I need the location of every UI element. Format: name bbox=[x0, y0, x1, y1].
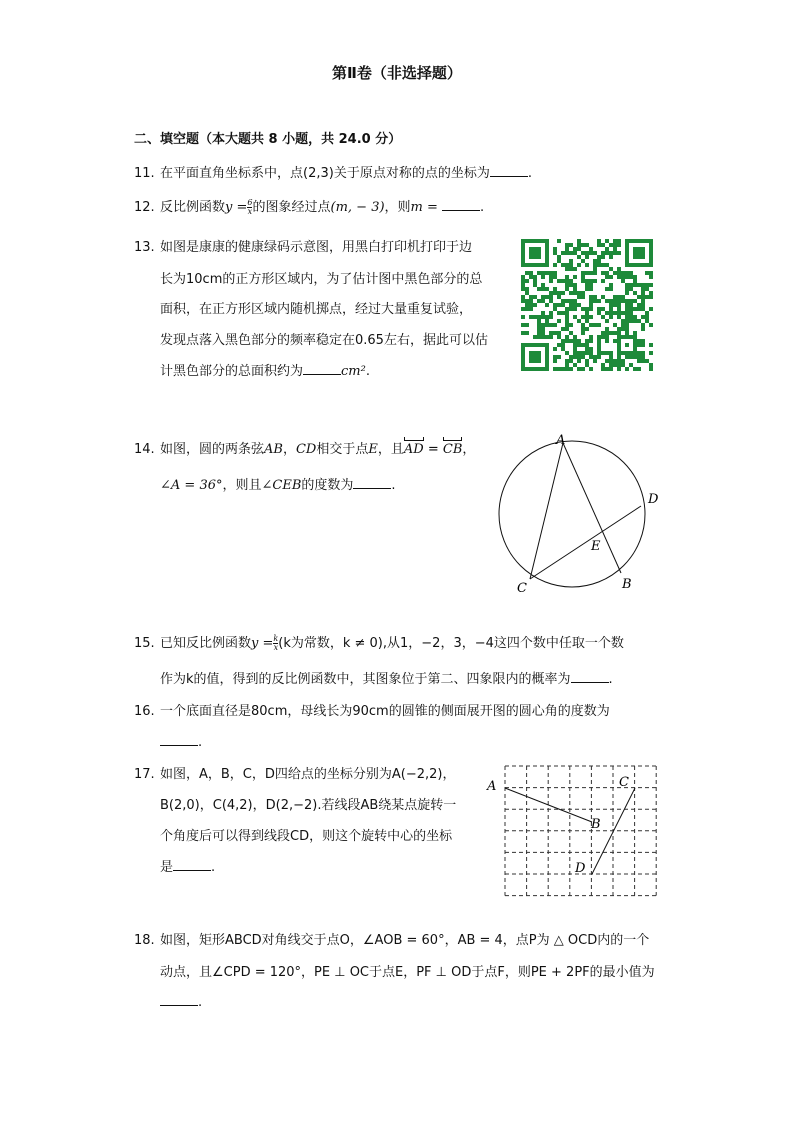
question-11: 11. 在平面直角坐标系中，点(2,3)关于原点对称的点的坐标为 . bbox=[134, 166, 532, 181]
question-number: 16. bbox=[134, 704, 155, 719]
question-number: 14. bbox=[134, 442, 155, 457]
question-12: 12. 反比例函数y = $\frac{6}{x}$ 的图象经过点(m, − 3)，则m = . bbox=[134, 198, 485, 216]
label-a: A bbox=[487, 779, 497, 794]
circle-chords-figure bbox=[490, 430, 670, 600]
qr-code-image bbox=[521, 239, 653, 371]
section-heading: 二、填空题（本大题共 8 小题，共 24.0 分） bbox=[134, 132, 402, 147]
question-number: 18. bbox=[134, 933, 155, 948]
label-b: B bbox=[591, 817, 601, 832]
arc-ad: AD bbox=[403, 442, 424, 457]
label-d: D bbox=[648, 492, 659, 507]
segment-ac bbox=[530, 443, 563, 579]
page-title: 第Ⅱ卷（非选择题） bbox=[332, 64, 462, 82]
answer-blank[interactable] bbox=[353, 476, 391, 489]
label-d: D bbox=[575, 861, 586, 876]
grid-figure bbox=[485, 762, 665, 898]
question-line: 如图是康康的健康绿码示意图，用黑白打印机打印于边 bbox=[160, 240, 473, 255]
answer-blank[interactable] bbox=[160, 733, 198, 746]
fraction: $\frac{k}{x}$ bbox=[273, 634, 279, 652]
question-number: 17. bbox=[134, 767, 155, 782]
answer-blank[interactable] bbox=[173, 858, 211, 871]
question-number: 12. bbox=[134, 200, 155, 215]
answer-blank[interactable] bbox=[571, 670, 609, 683]
question-line: 面积，在正方形区域内随机掷点，经过大量重复试验， bbox=[160, 302, 473, 317]
answer-blank[interactable] bbox=[160, 993, 198, 1006]
answer-blank[interactable] bbox=[442, 198, 480, 211]
label-e: E bbox=[591, 539, 601, 554]
question-number: 15. bbox=[134, 636, 155, 651]
answer-blank[interactable] bbox=[303, 362, 341, 375]
question-line: 长为10cm的正方形区域内，为了估计图中黑色部分的总 bbox=[160, 272, 483, 287]
chord-cd bbox=[530, 506, 641, 579]
arc-cb: CB bbox=[442, 442, 463, 457]
question-number: 11. bbox=[134, 166, 155, 181]
answer-blank[interactable] bbox=[490, 164, 528, 177]
label-a: A bbox=[556, 433, 566, 448]
label-c: C bbox=[517, 581, 527, 596]
question-text: 在平面直角坐标系中，点(2,3)关于原点对称的点的坐标为 bbox=[160, 166, 490, 181]
fraction: $\frac{6}{x}$ bbox=[247, 198, 253, 216]
label-b: B bbox=[622, 577, 632, 592]
question-line: 发现点落入黑色部分的频率稳定在0.65左右，据此可以估 bbox=[160, 333, 488, 348]
question-number: 13. bbox=[134, 240, 155, 255]
label-c: C bbox=[619, 775, 629, 790]
